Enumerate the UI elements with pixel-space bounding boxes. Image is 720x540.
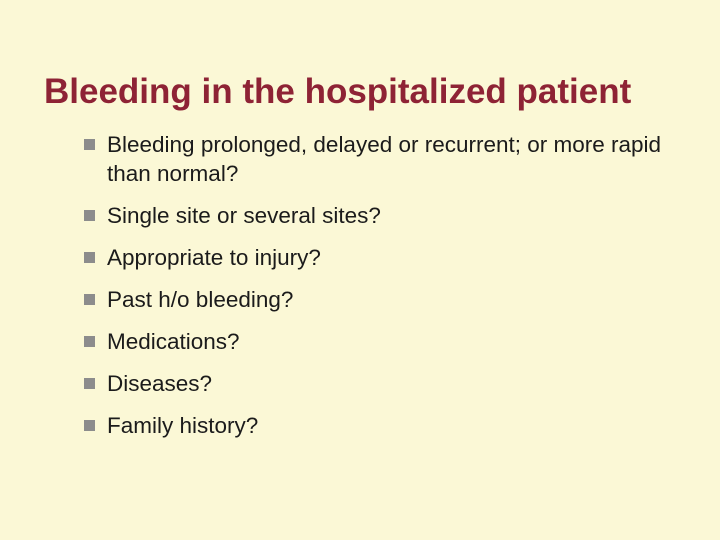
bullet-text: Bleeding prolonged, delayed or recurrent; or more rapid than normal? xyxy=(107,132,662,186)
bullet-list xyxy=(84,130,684,453)
bullet-item-2 xyxy=(84,201,684,230)
square-bullet-icon xyxy=(84,336,95,347)
bullet-item-4 xyxy=(84,285,684,314)
bullet-text: Past h/o bleeding? xyxy=(107,287,294,312)
bullet-item-3 xyxy=(84,243,684,272)
bullet-text: Medications? xyxy=(107,329,240,354)
square-bullet-icon xyxy=(84,420,95,431)
bullet-item-6 xyxy=(84,369,684,398)
bullet-text: Single site or several sites? xyxy=(107,203,381,228)
bullet-item-1 xyxy=(84,130,684,188)
bullet-text: Appropriate to injury? xyxy=(107,245,321,270)
square-bullet-icon xyxy=(84,294,95,305)
square-bullet-icon xyxy=(84,210,95,221)
bullet-item-5 xyxy=(84,327,684,356)
slide-title: Bleeding in the hospitalized patient xyxy=(44,72,632,112)
square-bullet-icon xyxy=(84,378,95,389)
bullet-text: Family history? xyxy=(107,413,259,438)
bullet-item-7 xyxy=(84,411,684,440)
bullet-text: Diseases? xyxy=(107,371,213,396)
square-bullet-icon xyxy=(84,252,95,263)
square-bullet-icon xyxy=(84,139,95,150)
